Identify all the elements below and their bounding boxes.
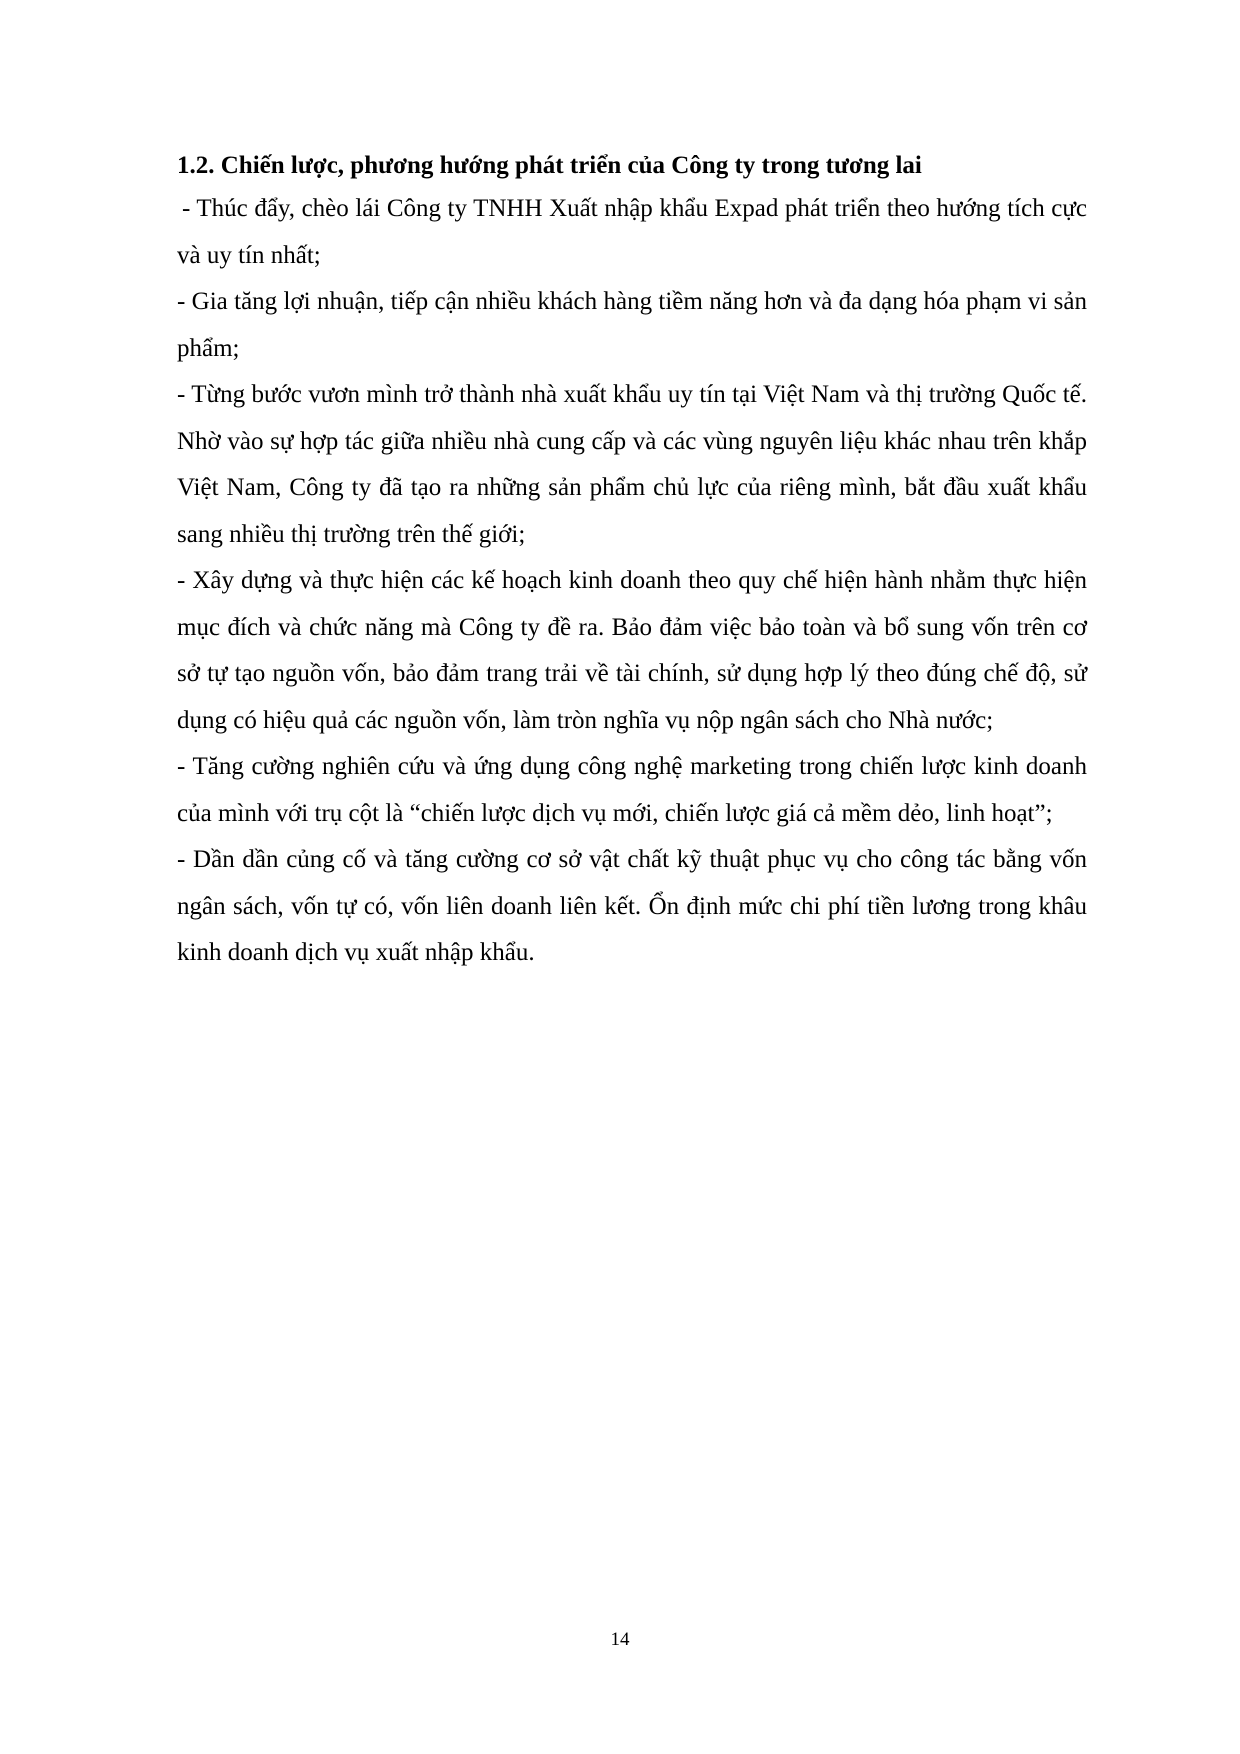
page-number: 14 xyxy=(610,1629,630,1650)
paragraph-2: - Gia tăng lợi nhuận, tiếp cận nhiều khách hàng tiềm năng hơn và đa dạng hóa phạm vi sản phẩm; xyxy=(177,288,1087,362)
page-content xyxy=(177,146,1087,977)
paragraph-5: - Tăng cường nghiên cứu và ứng dụng công nghệ marketing trong chiến lược kinh doanh của mình với trụ cột là “chiến lược dịch vụ mới, chiến lược giá cả mềm dẻo, linh hoạt”; xyxy=(177,753,1087,827)
paragraph-6: - Dần dần củng cố và tăng cường cơ sở vật chất kỹ thuật phục vụ cho công tác bằng vốn ngân sách, vốn tự có, vốn liên doanh liên kết. Ổn định mức chi phí tiền lương trong khâu kinh doanh dịch vụ xuất nhập khẩu. xyxy=(177,846,1087,966)
paragraph-3: - Từng bước vươn mình trở thành nhà xuất khẩu uy tín tại Việt Nam và thị trường Quốc tế. Nhờ vào sự hợp tác giữa nhiều nhà cung cấp và các vùng nguyên liệu khác nhau trên khắp Việt Nam, Công ty đã tạo ra những sản phẩm chủ lực của riêng mình, bắt đầu xuất khẩu sang nhiều thị trường trên thế giới; xyxy=(177,381,1087,548)
paragraph-4: - Xây dựng và thực hiện các kế hoạch kinh doanh theo quy chế hiện hành nhằm thực hiện mục đích và chức năng mà Công ty đề ra. Bảo đảm việc bảo toàn và bổ sung vốn trên cơ sở tự tạo nguồn vốn, bảo đảm trang trải về tài chính, sử dụng hợp lý theo đúng chế độ, sử dụng có hiệu quả các nguồn vốn, làm tròn nghĩa vụ nộp ngân sách cho Nhà nước; xyxy=(177,567,1087,734)
paragraph-1: - Thúc đẩy, chèo lái Công ty TNHH Xuất nhập khẩu Expad phát triển theo hướng tích cực và uy tín nhất; xyxy=(177,195,1087,269)
section-heading: 1.2. Chiến lược, phương hướng phát triển của Công ty trong tương lai xyxy=(177,152,922,179)
